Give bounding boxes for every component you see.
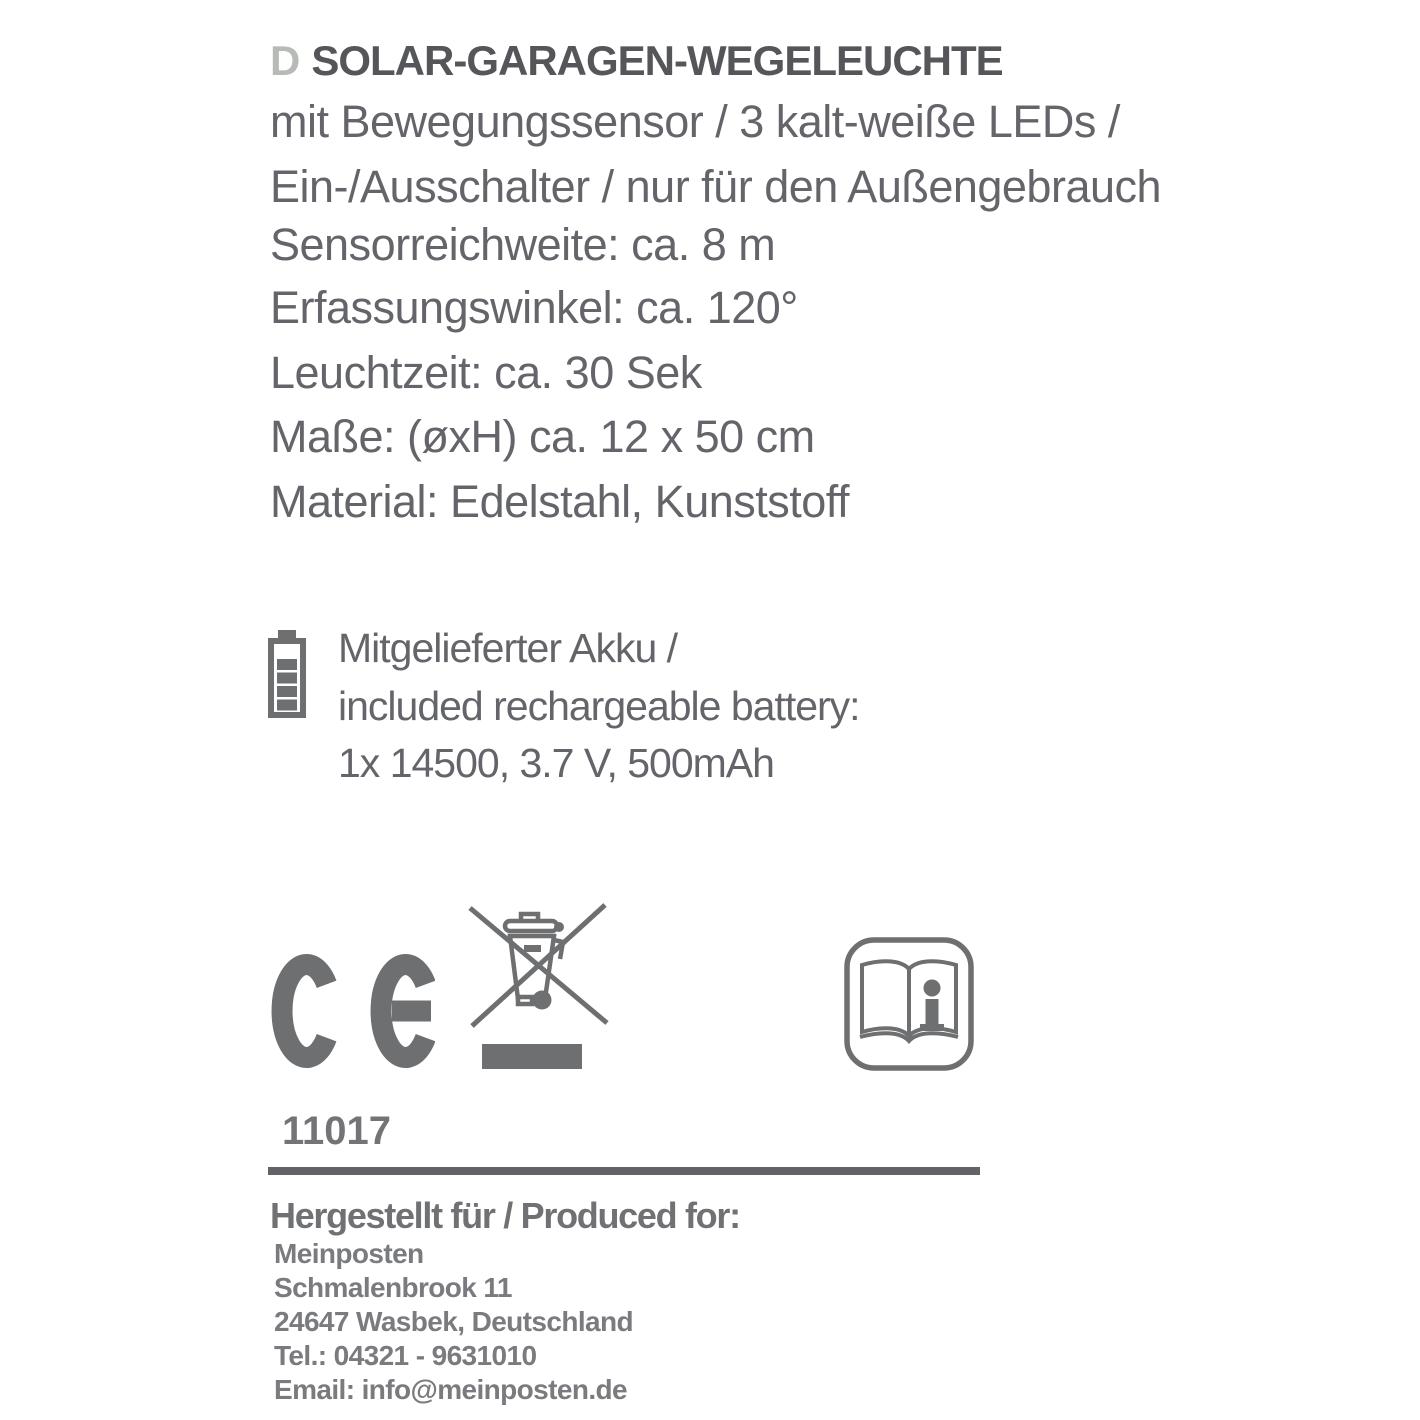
battery-info-line: Mitgelieferter Akku / (338, 625, 678, 671)
producer-heading: Hergestellt für / Produced for: (270, 1195, 740, 1236)
read-manual-info-icon (844, 937, 974, 1071)
producer-city: 24647 Wasbek, Deutschland (274, 1306, 634, 1337)
battery-spec-line: 1x 14500, 3.7 V, 500mAh (338, 740, 774, 786)
producer-phone: Tel.: 04321 - 9631010 (274, 1340, 537, 1371)
battery-info-line: included rechargeable battery: (338, 683, 860, 729)
producer-name: Meinposten (274, 1238, 424, 1269)
divider-line (268, 1167, 980, 1175)
producer-street: Schmalenbrook 11 (274, 1272, 512, 1303)
description-line: mit Bewegungssensor / 3 kalt-weiße LEDs / (270, 96, 1120, 147)
producer-email: Email: info@meinposten.de (274, 1374, 628, 1405)
battery-icon (267, 630, 307, 718)
spec-sensor-range: Sensorreichweite: ca. 8 m (270, 219, 776, 270)
ce-mark-icon (271, 953, 435, 1069)
description-line: Ein-/Ausschalter / nur für den Außengebrauch (270, 161, 1162, 212)
producer-address (274, 1237, 633, 1407)
spec-dimensions: Maße: (øxH) ca. 12 x 50 cm (270, 411, 815, 462)
spec-material: Material: Edelstahl, Kunststoff (270, 476, 849, 527)
product-title: SOLAR-GARAGEN-WEGELEUCHTE (311, 37, 1003, 84)
page-title (270, 37, 1003, 84)
spec-light-duration: Leuchtzeit: ca. 30 Sek (270, 347, 702, 398)
weee-crossed-out-bin-icon (466, 886, 611, 1072)
article-number: 11017 (282, 1109, 392, 1153)
language-tag: D (270, 37, 300, 84)
spec-detection-angle: Erfassungswinkel: ca. 120° (270, 282, 798, 333)
